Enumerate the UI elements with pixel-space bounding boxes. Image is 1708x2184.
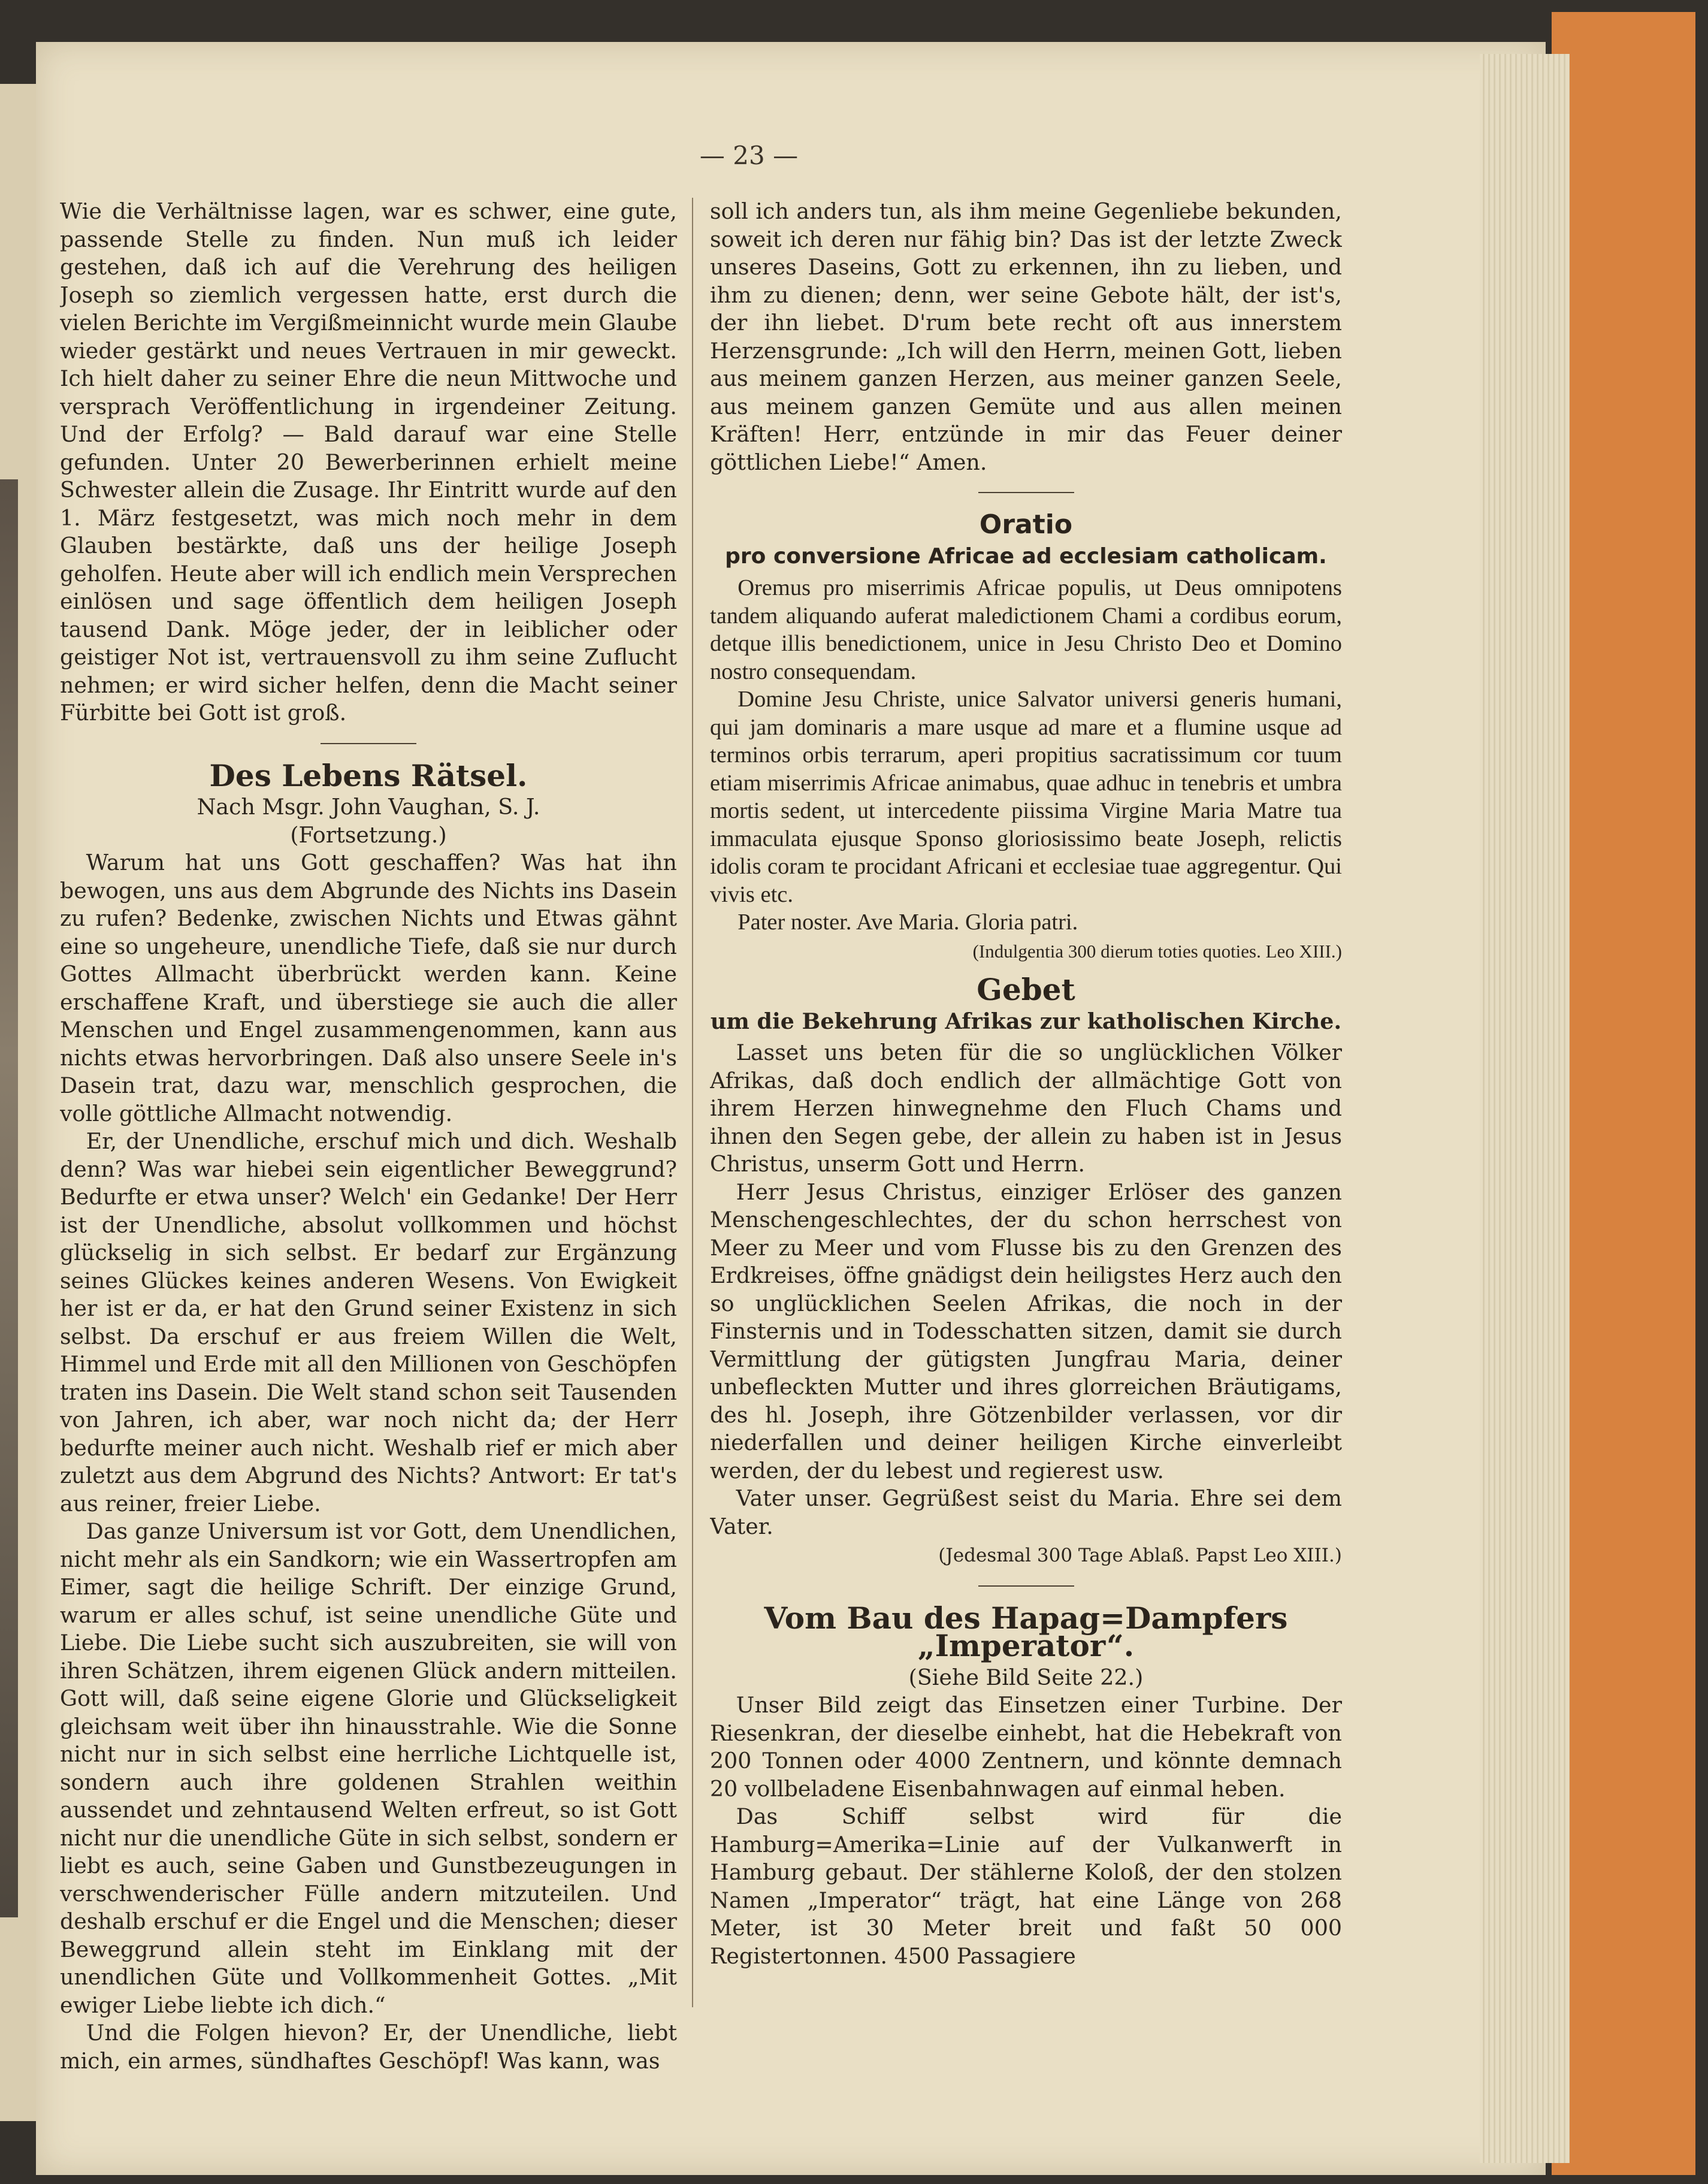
left-column — [60, 198, 677, 2115]
oratio-subtitle: pro conversione Africae ad ecclesiam catholicam. — [725, 543, 1327, 569]
section-rule — [321, 743, 416, 744]
article-author: Nach Msgr. John Vaughan, S. J. — [197, 794, 540, 820]
article-paragraph: Und die Folgen hievon? Er, der Unendliche, liebt mich, ein armes, sündhaftes Geschöpf! Was kann, was — [60, 2020, 677, 2074]
article-paragraph: Er, der Unendliche, erschuf mich und dich. Weshalb denn? Was war hiebei sein eigentlicher Beweggrund? Bedurfte er etwa unser? Welch' ein Gedanke! Der Herr ist der Unendliche, absolut vollkommen und höchst glückselig in sich selbst. Er bedarf zur Ergänzung seines Glückes keines anderen Wesens. Von Ewigkeit her ist er da, er hat den Grund seiner Existenz in sich selbst. Da erschuf er aus freiem Willen die Welt, Himmel und Erde mit all den Millionen von Geschöpfen traten ins Dasein. Die Welt stand schon seit Tausenden von Jahren, ich aber, war noch nicht da; der Herr bedurfte meiner auch nicht. Weshalb rief er mich aber zuletzt aus dem Abgrund des Nichts? Antwort: Er tat's aus reiner, freier Liebe. — [60, 1128, 677, 1517]
column-divider — [692, 198, 693, 2007]
gebet-subtitle: um die Bekehrung Afrikas zur katholischen Kirche. — [710, 1008, 1342, 1034]
oratio-paragraph: Domine Jesu Christe, unice Salvator universi generis humani, qui jam dominaris a mare usque ad mare et a flumine usque ad terminos orbis terrarum, aperi propitius sacratissimum cor tuum etiam miserrimis Africae animabus, quae adhuc in tenebris et umbra mortis sedent, ut intercedente piissima Virgine Maria Matre tua immaculata ejusque Sponso gloriosissimo beate Joseph, relictis idolis coram te procidant Africani et ecclesiae tuae aggregentur. Qui vivis etc. — [710, 687, 1342, 907]
page-number: — 23 — — [699, 141, 799, 170]
article-paragraph: Warum hat uns Gott geschaffen? Was hat ihn bewogen, uns aus dem Abgrunde des Nichts ins Dasein zu rufen? Bedenke, zwischen Nichts und Etwas gähnt eine so ungeheure, unendliche Tiefe, daß sie nur durch Gottes Allmacht überbrückt werden kann. Keine erschaffene Kraft, und überstiege sie auch die aller Menschen und Engel zusammengenommen, kann aus nichts etwas hervorbringen. Daß also unsere Seele in's Dasein trat, dazu war, menschlich gesprochen, die volle göttliche Allmacht notwendig. — [60, 850, 677, 1126]
gebet-paragraph: Vater unser. Gegrüßest seist du Maria. Ehre sei dem Vater. — [710, 1485, 1342, 1539]
right-column — [710, 198, 1342, 2115]
oratio-title: Oratio — [979, 509, 1073, 540]
oratio-closing: Pater noster. Ave Maria. Gloria patri. — [737, 910, 1078, 935]
oratio-paragraph: Oremus pro miserrimis Africae populis, ut Deus omnipotens tandem aliquando auferat maledictionem Chami a cordibus eorum, detque illis benedictionem, unice in Jesu Christo Deo et Domino nostro consequendam. — [710, 575, 1342, 684]
continued-paragraph: soll ich anders tun, als ihm meine Gegenliebe bekunden, soweit ich deren nur fähig bin? Das ist der letzte Zweck unseres Daseins, Gott zu erkennen, ihn zu lieben, und ihm zu dienen; denn, wer seine Gebote hält, der ist's, der ihn liebet. D'rum bete recht oft aus innerstem Herzensgrunde: „Ich will den Herrn, meinen Gott, lieben aus meinem ganzen Herzen, aus meiner ganzen Seele, aus meinem ganzen Gemüte und aus allen meinen Kräften! Herr, entzünde in mir das Feuer deiner göttlichen Liebe!“ Amen. — [710, 198, 1342, 475]
article-continuation: (Fortsetzung.) — [290, 821, 447, 848]
imperator-title: Vom Bau des Hapag=Dampfers „Imperator“. — [764, 1600, 1288, 1663]
imperator-subtitle: (Siehe Bild Seite 22.) — [908, 1664, 1144, 1690]
section-rule — [978, 492, 1074, 493]
oratio-indulgence: (Indulgentia 300 dierum toties quoties. Leo XIII.) — [972, 940, 1342, 962]
facing-page-photo — [0, 479, 18, 1917]
gebet-indulgence: (Jedesmal 300 Tage Ablaß. Papst Leo XIII.) — [938, 1545, 1342, 1566]
article-title: Des Lebens Rätsel. — [209, 757, 528, 793]
book-cover-edge — [1552, 12, 1695, 2175]
gebet-paragraph: Lasset uns beten für die so unglücklichen Völker Afrikas, daß doch endlich der allmächtige Gott von ihrem Herzen hinwegnehme den Fluch Chams und ihnen den Segen gebe, der allein zu haben ist in Jesus Christus, unserm Gott und Herrn. — [710, 1040, 1342, 1177]
page-stack-edge — [1480, 54, 1570, 2163]
intro-paragraph: Wie die Verhältnisse lagen, war es schwer, eine gute, passende Stelle zu finden. Nun muß ich leider gestehen, daß ich auf die Verehrung des heiligen Joseph so ziemlich vergessen hatte, erst durch die vielen Berichte im Vergißmeinnicht wurde mein Glaube wieder gestärkt und neues Vertrauen in mir geweckt. Ich hielt daher zu seiner Ehre die neun Mittwoche und versprach Veröffentlichung in irgendeiner Zeitung. Und der Erfolg? — Bald darauf war eine Stelle gefunden. Unter 20 Bewerberinnen erhielt meine Schwester allein die Zusage. Ihr Eintritt wurde auf den 1. März festgesetzt, was mich noch mehr in dem Glauben bestärkte, daß uns der heilige Joseph geholfen. Heute aber will ich endlich mein Versprechen einlösen und sage öffentlich dem heiligen Joseph tausend Dank. Möge jeder, der in leiblicher oder geistiger Not ist, vertrauensvoll zu ihm seine Zuflucht nehmen; er wird sicher helfen, denn die Macht seiner Fürbitte bei Gott ist groß. — [60, 198, 677, 726]
gebet-paragraph: Herr Jesus Christus, einziger Erlöser des ganzen Menschengeschlechtes, der du schon herrschest von Meer zu Meer und vom Flusse bis zu den Grenzen des Erdkreises, öffne gnädigst dein heiligstes Herz auch den so unglücklichen Seelen Afrikas, die noch in der Finsternis und in Todesschatten sitzen, damit sie durch Vermittlung der gütigsten Jungfrau Maria, deiner unbefleckten Mutter und ihres glorreichen Bräutigams, des hl. Joseph, ihre Götzenbilder verlassen, vor dir niederfallen und deiner heiligen Kirche einverleibt werden, der du lebest und regierest usw. — [710, 1179, 1342, 1484]
gebet-title: Gebet — [977, 972, 1075, 1007]
imperator-paragraph: Unser Bild zeigt das Einsetzen einer Turbine. Der Riesenkran, der dieselbe einhebt, hat die Hebekraft von 200 Tonnen oder 4000 Zentnern, und könnte demnach 20 vollbeladene Eisenbahnwagen auf einmal heben. — [710, 1692, 1342, 1802]
section-rule — [978, 1585, 1074, 1587]
imperator-paragraph: Das Schiff selbst wird für die Hamburg=Amerika=Linie auf der Vulkanwerft in Hamburg gebaut. Der stählerne Koloß, der den stolzen Namen „Imperator“ trägt, hat eine Länge von 268 Meter, ist 30 Meter breit und faßt 50 000 Registertonnen. 4500 Passagiere — [710, 1804, 1342, 1969]
article-paragraph: Das ganze Universum ist vor Gott, dem Unendlichen, nicht mehr als ein Sandkorn; wie ein Wassertropfen am Eimer, sagt die heilige Schrift. Der einzige Grund, warum er alles schuf, ist seine unendliche Güte und Liebe. Die Liebe sucht sich auszubreiten, sie will von ihren Schätzen, ihrem eigenen Glück andern mitteilen. Gott will, daß seine eigene Glorie und Glückseligkeit gleichsam weit über ihn hinausstrahle. Wie die Sonne nicht nur in sich selbst eine herrliche Lichtquelle ist, sondern auch ihre goldenen Strahlen weithin aussendet und zehntausend Welten erfreut, so ist Gott nicht nur die unendliche Güte in sich selbst, sondern er liebt es auch, seine Gaben und Gunstbezeugungen in verschwenderischer Fülle andern mitzuteilen. Und deshalb erschuf er die Engel und die Menschen; dieser Beweggrund allein steht im Einklang mit der unendlichen Güte und Vollkommenheit Gottes. „Mit ewiger Liebe liebte ich dich.“ — [60, 1518, 677, 2018]
